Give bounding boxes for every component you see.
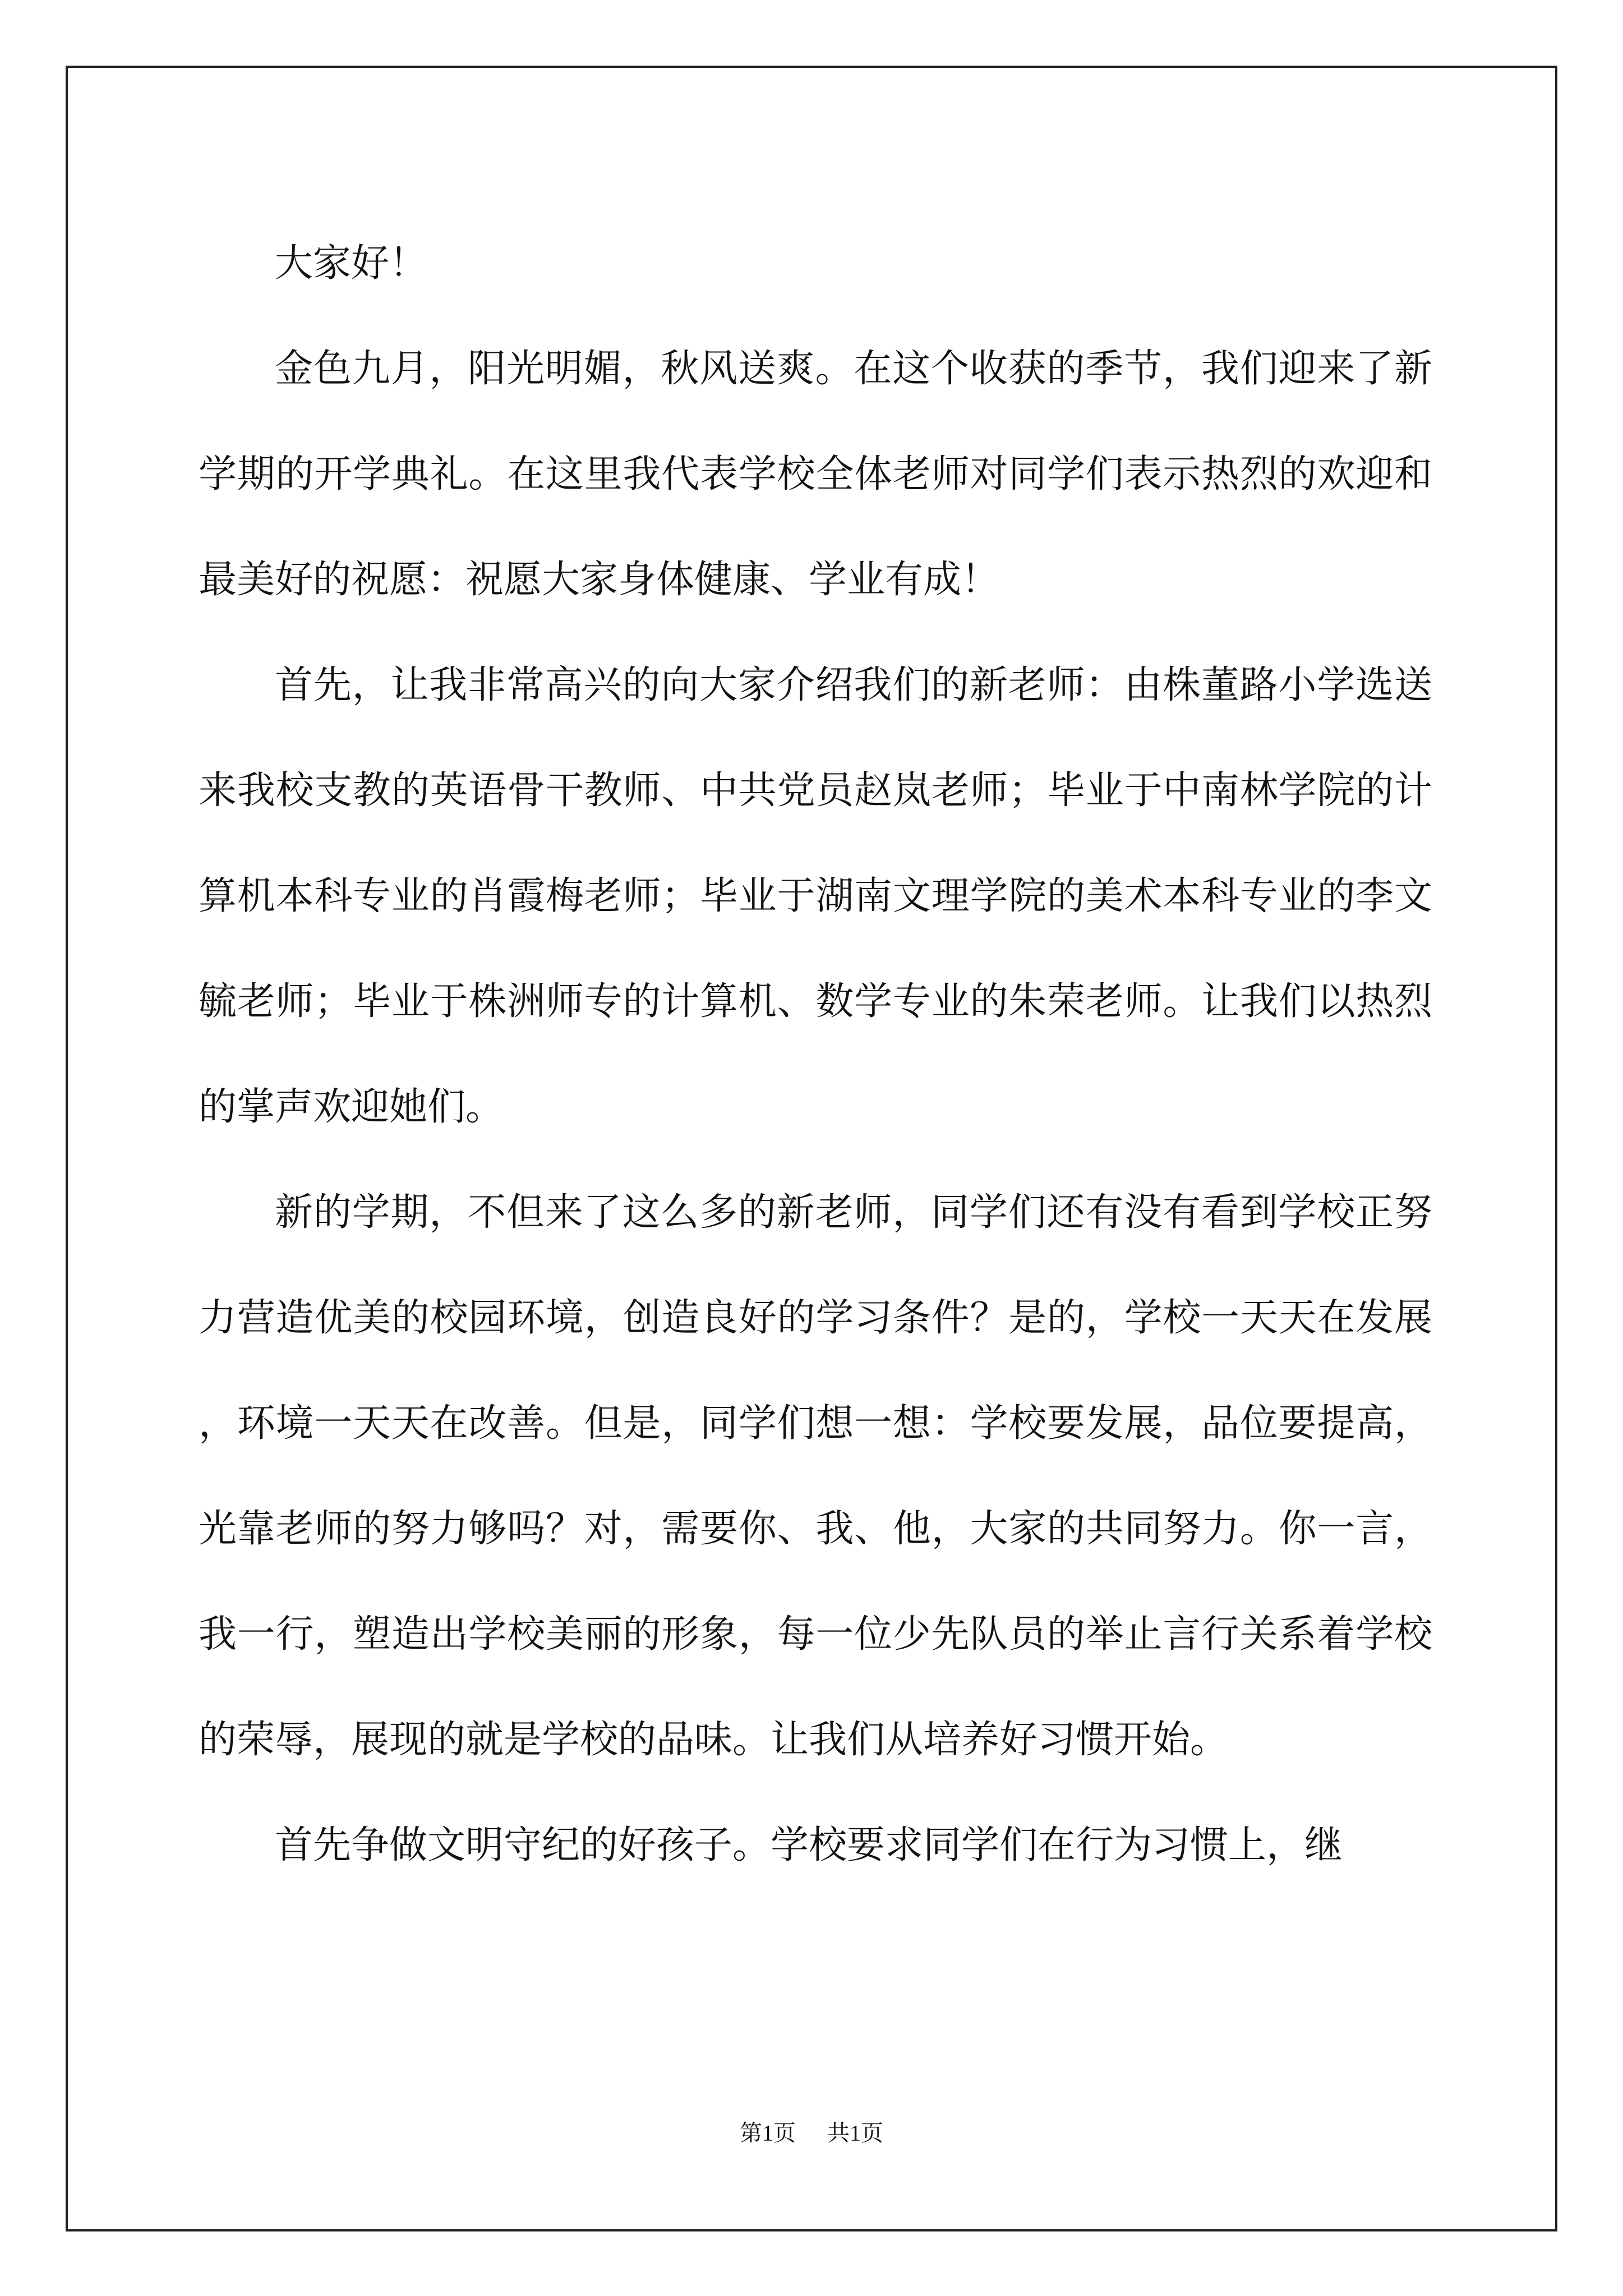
paragraph-new-teachers: 首先，让我非常高兴的向大家介绍我们的新老师：由株董路小学选送来我校支教的英语骨干教师、中共党员赵岚老师；毕业于中南林学院的计算机本科专业的肖霞梅老师；毕业于湖南文理学院的美术本科专业的李文毓老师；毕业于株洲师专的计算机、数学专业的朱荣老师。让我们以热烈的掌声欢迎她们。 — [199, 663, 1432, 1129]
page-footer — [0, 2116, 1623, 2150]
document-body — [199, 211, 1432, 1898]
paragraph-welcome: 金色九月，阳光明媚，秋风送爽。在这个收获的季节，我们迎来了新学期的开学典礼。在这里我代表学校全体老师对同学们表示热烈的欢迎和最美好的祝愿：祝愿大家身体健康、学业有成！ — [199, 347, 1432, 602]
page-number-current: 第1页 — [740, 2120, 796, 2146]
paragraph-civility: 首先争做文明守纪的好孩子。学校要求同学们在行为习惯上，继 — [275, 1823, 1343, 1867]
paragraph-school-development: 新的学期，不但来了这么多的新老师，同学们还有没有看到学校正努力营造优美的校园环境，创造良好的学习条件？是的，学校一天天在发展，环境一天天在改善。但是，同学们想一想：学校要发展，品位要提高，光靠老师的努力够吗？对，需要你、我、他，大家的共同努力。你一言，我一行，塑造出学校美丽的形象，每一位少先队员的举止言行关系着学校的荣辱，展现的就是学校的品味。让我们从培养好习惯开始。 — [199, 1190, 1432, 1762]
paragraph-greeting: 大家好！ — [275, 241, 428, 286]
page-number-total: 共1页 — [827, 2120, 883, 2146]
